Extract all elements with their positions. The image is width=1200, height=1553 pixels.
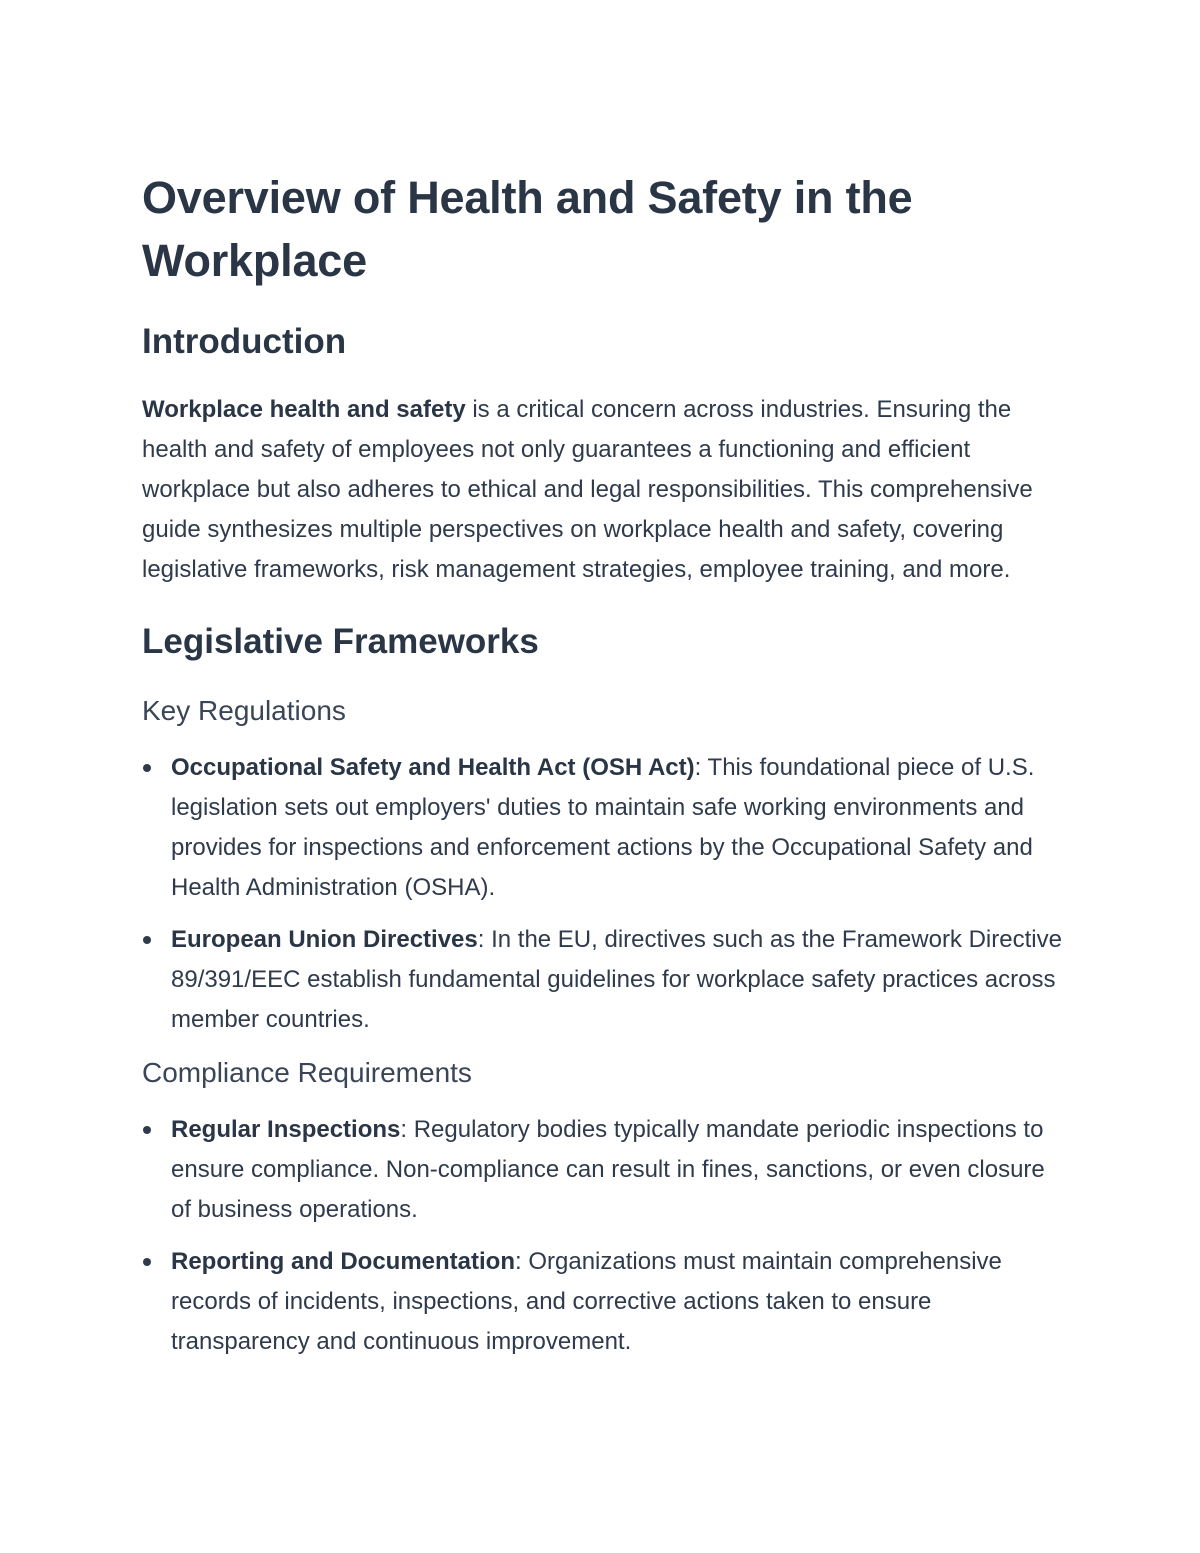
- bullet-icon: [143, 1126, 151, 1134]
- introduction-lead-bold: Workplace health and safety: [142, 396, 466, 423]
- list-item-text: : Regulatory bodies typically mandate periodic inspections to ensure compliance. Non-compliance can result in fines, sanctions, or even closure of business operations.: [171, 1116, 1045, 1223]
- list-item-osh-act: [142, 748, 1062, 908]
- list-item-text: : This foundational piece of U.S. legislation sets out employers' duties to maintain safe working environments and provides for inspections and enforcement actions by the Occupational Safety and Health Administration (OSHA).: [171, 754, 1035, 901]
- list-item-eu-directives: [142, 920, 1062, 1040]
- list-item-text: : Organizations must maintain comprehensive records of incidents, inspections, and corrective actions taken to ensure transparency and continuous improvement.: [171, 1248, 1002, 1355]
- section-heading-legislative-frameworks: Legislative Frameworks: [142, 622, 539, 661]
- list-item-regular-inspections: [142, 1110, 1062, 1230]
- list-item-term: Regular Inspections: [171, 1116, 401, 1143]
- bullet-icon: [143, 764, 151, 772]
- list-item-term: Reporting and Documentation: [171, 1248, 515, 1275]
- key-regulations-list: [142, 748, 1062, 1040]
- subheading-key-regulations: Key Regulations: [142, 695, 346, 726]
- compliance-requirements-list: [142, 1110, 1062, 1362]
- bullet-icon: [143, 1258, 151, 1266]
- section-heading-introduction: Introduction: [142, 322, 347, 361]
- subheading-compliance-requirements: Compliance Requirements: [142, 1057, 472, 1088]
- introduction-paragraph: [142, 390, 1062, 590]
- introduction-text: is a critical concern across industries. Ensuring the health and safety of employees not only guarantees a functioning and efficient workplace but also adheres to ethical and legal responsibilities. This comprehensive guide synthesizes multiple perspectives on workplace health and safety, covering legislative frameworks, risk management strategies, employee training, and more.: [142, 396, 1033, 583]
- bullet-icon: [143, 936, 151, 944]
- list-item-text: : In the EU, directives such as the Framework Directive 89/391/EEC establish fundamental guidelines for workplace safety practices across member countries.: [171, 926, 1062, 1033]
- document-page: [142, 166, 1062, 1374]
- list-item-term: European Union Directives: [171, 926, 478, 953]
- page-title: Overview of Health and Safety in the Workplace: [142, 172, 913, 286]
- list-item-reporting-documentation: [142, 1242, 1062, 1362]
- list-item-term: Occupational Safety and Health Act (OSH Act): [171, 754, 695, 781]
